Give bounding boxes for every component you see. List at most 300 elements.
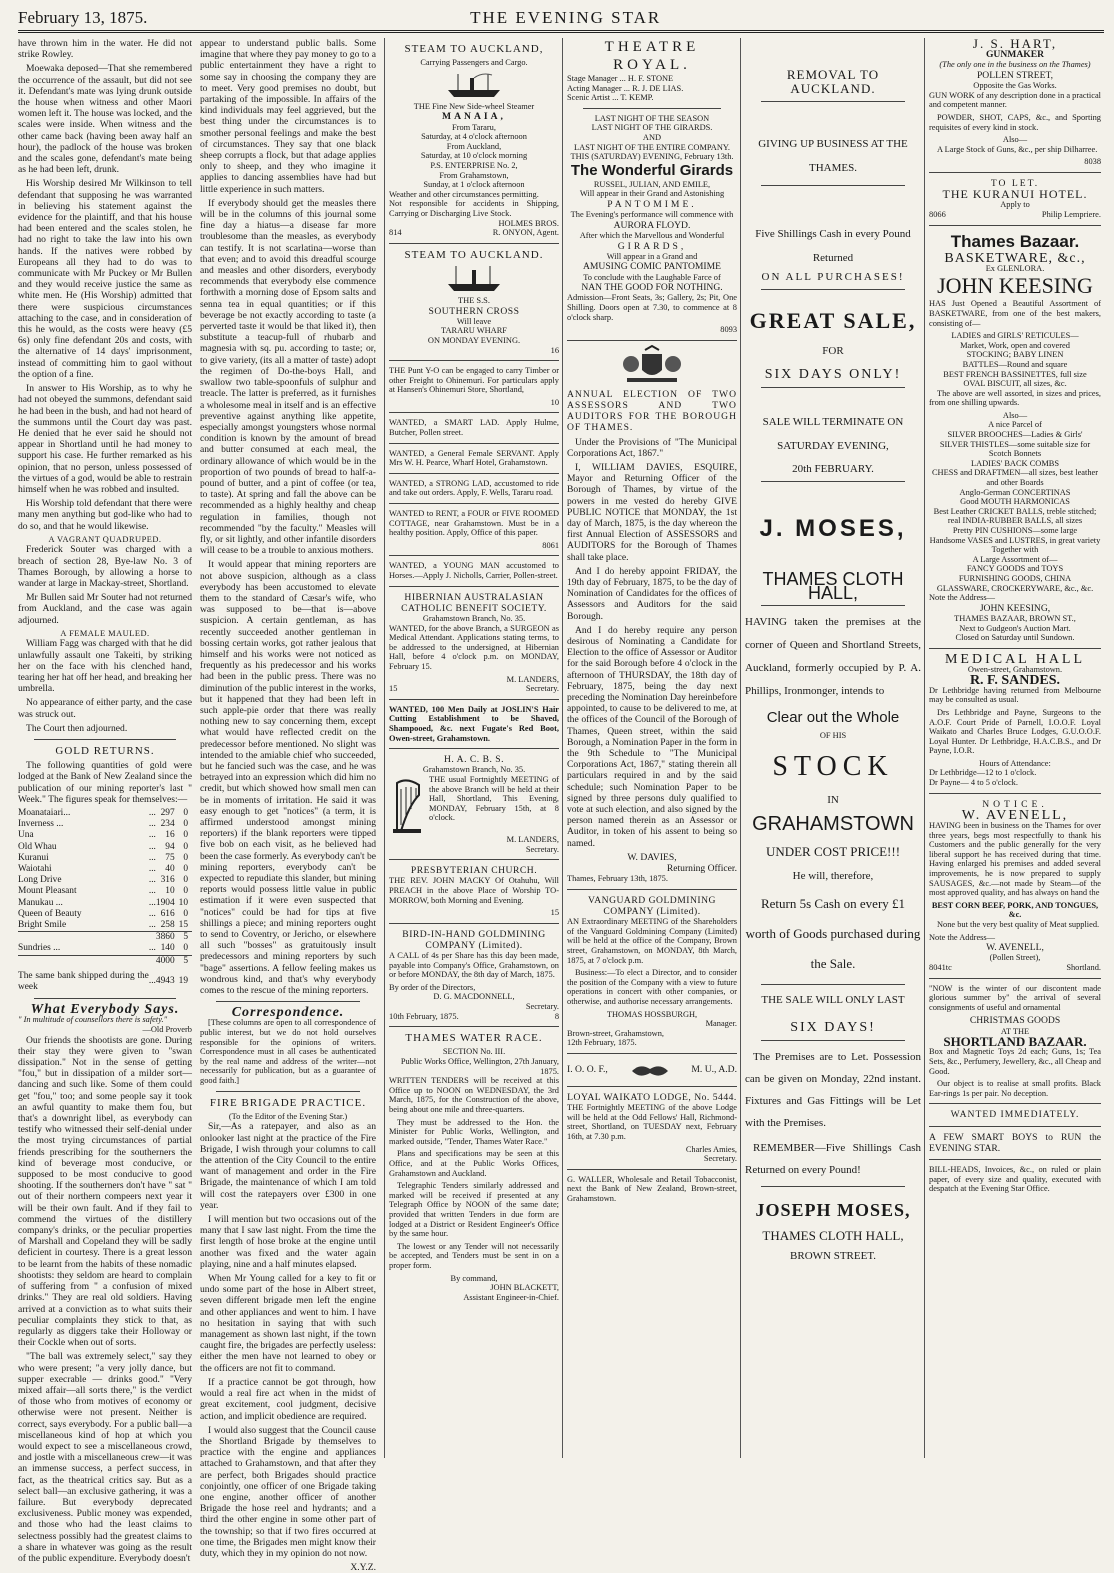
ad-ref-number: 8041tc [929,963,952,972]
table-cell: 19 [178,976,188,987]
letter-subtitle: (To the Editor of the Evening Star.) [228,1111,348,1121]
ad-line: By order of the Directors, [389,982,476,992]
divider [761,605,905,606]
ad-text: Box and Magnetic Toys 2d each; Guns, 1s; Tea Sets, &c., Perfumery, Jewellery, &c., all Cheap and Good. [929,1047,1101,1076]
issue-date: February 13, 1875. [18,8,148,27]
table-cell: ... [148,897,156,908]
ad-line: 12th February, 1875. [567,1038,637,1048]
ad-line: GIRARDS, [617,240,687,252]
steamer-icon [444,70,504,100]
list-item: SILVER BROOCHES—Ladies & Girls' [947,430,1083,440]
ad-text: Return 5s Cash on every £1 worth of Goods purchased during the Sale. [745,895,921,971]
ad-text: Next to Gudgeon's Auction Mart. [959,623,1071,633]
ad-text: WANTED, for the above Branch, a SURGEON as Medical Attendant. Applications stating terms, to be addressed to the undersigned, at Hibernian Hall, before 4 o'clock p.m. on MONDAY, February 15. [389,623,559,671]
table-cell: Mount Pleasant [18,886,77,897]
ad-line: AMUSING COMIC PANTOMIME [582,261,722,273]
column-3 [384,38,559,1458]
ad-title: WANTED IMMEDIATELY. [950,1109,1080,1121]
divider [929,172,1101,173]
divider [389,699,559,700]
ad-headline: The Wonderful Girards [570,161,734,179]
gold-returns-table [18,808,192,993]
divider [761,387,905,388]
ad-text: THE usual Fortnightly MEETING of the above Branch will be held at their Hall, Shortland, This Evening, MONDAY, February 15th, at 8 o'clock. [429,774,559,823]
ad-headline: GRAHAMSTOWN [752,812,914,835]
ad-line: Acting Manager ... R. J. DE LIAS. [567,83,684,93]
article-text: appear to understand public balls. Some imagine that where they pay money to go to a public entertainment they have a right to some say in choosing the company they are to meet. Very good premises no doubt, but partaking of the impossible. In affairs of the kind individuals may feel aggrieved, but the best thing under the circumstances is to smother personal feelings and make the best of circumstances. They say that one black sheep corrupts a flock, but that adage applies only to sheep, and they who imagine it applies to dancing assemblies have had but little experience in such matters. [200,38,376,195]
ad-text: THE S.S. [458,295,490,305]
ad-title: M. U., A.D. [691,1064,737,1076]
ad-line: Sunday, at 1 o'clock afternoon [423,180,525,190]
article-text: If a practice cannot be got through, how would a real fire act when in the midst of great excitement, cool judgment, decisive action, and implicit obedience are required. [200,1376,376,1422]
ad-text: The above are well assorted, in sizes and prices, from one shilling upwards. [929,388,1101,408]
article-text: William Fagg was charged with that he did unlawfully assault one Takeiti, by striking her on the face with his clenched hand, tearing her hat off her head, and breaking her umbrella. [18,638,192,695]
ad-subtitle: SECTION No. III. [442,1047,506,1057]
classified-ad: WANTED, a YOUNG MAN accustomed to Horses.—Apply J. Nicholls, Carrier, Pollen-street. [389,561,559,580]
divider [389,473,559,474]
table-cell: Una [18,830,34,841]
ad-title: H. A. C. B. S. [443,754,505,766]
newspaper-title: THE EVENING STAR [470,8,662,27]
divider [389,1026,559,1027]
table-cell: Waiotahi [18,864,52,874]
ad-line: ON MONDAY EVENING. [427,335,521,345]
ad-text: BILL-HEADS, Invoices, &c., on ruled or plain paper, of every size and quality, executed with despatch at the Evening Star Office. [929,1164,1101,1194]
ad-text: He will, therefore, [792,869,874,882]
ad-title: STEAM TO AUCKLAND. [404,248,544,261]
ad-line: After which the Marvellous and Wonderful [579,230,725,240]
ad-signature: M. LANDERS, [506,834,559,844]
ship-name: SOUTHERN CROSS [428,305,520,317]
divider [567,889,737,890]
divider [929,648,1101,649]
table-cell: 40 [165,864,175,874]
ad-text: Apply to [1000,200,1030,210]
table-cell: 297 [160,807,175,818]
table-row [18,932,192,944]
harp-icon [389,775,425,835]
ad-headline: THAMES CLOTH HALL, [762,569,904,603]
divider [389,360,559,361]
ad-headline: R. F. SANDES. [969,672,1061,688]
ad-text: A Large Stock of Guns, &c., per ship Dilharree. [937,144,1098,154]
ad-line: NAN THE GOOD FOR NOTHING. [581,282,723,294]
table-cell: 1904 [155,897,175,908]
divider [389,443,559,444]
ad-text: (The only one in the business on the Thames) [939,60,1091,70]
classified-ad: WANTED, a General Female SERVANT. Apply Mrs W. H. Pearce, Wharf Hotel, Grahamstown. [389,448,559,468]
ad-title: NOTICE. [982,798,1048,810]
ad-line: To conclude with the Laughable Farce of [583,272,721,282]
ad-headline: GREAT SALE, [749,308,917,333]
ad-text: Ex GLENLORA. [985,263,1045,273]
ad-text: A CALL of 4s per Share has this day been made, payable into Company's Office, Grahamstown, on or before MONDAY, the 8th day of March, 1875. [389,951,559,980]
divider [567,1053,737,1054]
divider [389,748,559,749]
ad-text: Our object is to realise at small profits. Black Ear-rings 1s per pair. No deception. [929,1079,1101,1098]
notice-text: And I do hereby require any person desirous of Nominating a Candidate for Election to the office of Assessor or Auditor for the said Borough before 4 o'clock in the afternoon of THURSDAY, the 18th day of February, 1875, being the day next preceding the Nomination Day hereinbefore appointed, to cause to be delivered to me, at the offices of the Council of the Borough of Thames, Queen street, within the said Borough, a Nomination Paper in the form in the 9th Schedule to "The Municipal Corporations Act, 1867," stating therein all particulars required in and by the said schedule; such Nomination Paper to be signed by three persons duly qualified to vote at such election, and also signed by the person named therein as an Assessor or Auditor, in token of his assent to being so named. [567,624,737,849]
ad-line: Weather and other circumstances permitting. [389,189,539,199]
divider [389,555,559,556]
article-text: His Worship desired Mr Wilkinson to tell defendant that supposing he was warranted in believing his statement against the evidence for the plaintiff, and that his house had been entered and the scales stolen, he had no right to take the law into his own hands. If the natives were robbed by Europeans all they had to do was to communicate with Mr Puckey or Mr Bullen and they would receive justice the same as white men. He (His Worship) admitted that there were suspicious circumstances attaching to the case, and in consideration of this he would, as the costs were heavy (£5 6s) only fine defendant 20s and costs, with the alternative of 14 days' imprisonment, instead of committing him to gaol without the option of a fine. [18,178,192,380]
epigraph: " In multitude of counsellors there is safety." [18,1015,168,1025]
ad-text: "NOW is the winter of our discontent made glorious summer by" the arrival of several consignments of useful and ornamental [929,983,1101,1012]
table-row [18,886,192,897]
ad-line: From Grahamstown, [439,170,509,180]
ad-text: THAMES CLOTH HALL, [762,1227,904,1243]
list-item: Handsome VASES and LUSTRES, in great variety [929,535,1101,545]
divider [389,412,559,413]
ad-text: THE REV. JOHN MACKY Of Otahuhu, Will PREACH in the above Place of Worship TO-MORROW, both Morning and Evening. [389,876,559,905]
ad-text: Note the Address— [929,932,996,942]
article-text: The following quantities of gold were lodged at the Bank of New Zealand since the publication of our mining reporter's last " Week." The figures speak for themselves:— [18,760,192,805]
ad-signature: Philip Lempriere. [1041,209,1101,219]
list-item: CHESS and DRAFTMEN—all sizes, best leather and other Boards [931,468,1099,488]
ad-signature: R. ONYON, Agent. [492,228,559,238]
divider [929,978,1101,979]
ad-text: POLLEN STREET, [976,70,1054,81]
ad-text: GUN WORK of any description done in a practical and competent manner. [929,90,1101,110]
table-cell [149,932,156,944]
ad-text: Hours of Attendance: [979,758,1051,768]
ad-signature: THOMAS HOSSBURGH, [606,1009,698,1019]
notice-signature: W. DAVIES, [627,851,677,863]
ad-text: W. AVENELL, [986,942,1044,954]
table-cell: 4943 [155,976,175,987]
table-cell: 0 [183,852,188,863]
divider [567,340,737,341]
ad-text: HAVING been in business on the Thames for over three years, begs most respectfully to thank his Customers and the public generally for the very liberal support he has received during that time. Having enlarged his premises and added several improvements, he is now prepared to supply SAUSAGES, &c.—not made by Steam—of the most approved quality, and has always on hand the [929,821,1101,898]
section-title: GOLD RETURNS. [55,744,155,757]
list-item: A Large Assortment of— [972,554,1058,564]
table-row [18,909,192,920]
table-cell [18,932,149,944]
article-text: The Court then adjourned. [26,722,128,734]
table-cell: 94 [165,841,175,852]
ad-headline: J. MOSES, [759,515,907,542]
section-title: Correspondence. [231,1005,345,1021]
ad-title: STEAM TO AUCKLAND, [404,43,544,55]
table-cell: ... [148,830,156,841]
ad-title: VANGUARD GOLDMINING COMPANY (Limited). [588,894,716,918]
table-row [18,955,192,967]
ad-signature: Secretary. [525,1002,559,1012]
ad-title: THEATRE ROYAL. [604,39,700,73]
ad-headline: REMOVAL TO AUCKLAND. [786,67,880,96]
classified-ad: WANTED, 100 Men Daily at JOSLIN'S Hair Cutting Establishment to be Shaved, Shampooed, &c. next Fugate's Red Boot, Owen-street, Grahamstown. [389,704,559,743]
table-cell: Sundries ... [18,943,61,954]
ad-headline: MEDICAL HALL [944,651,1086,667]
ad-text: SALE WILL TERMINATE ON SATURDAY EVENING, [762,416,904,452]
divider [567,1169,737,1170]
table-row [18,920,192,932]
classified-ad: WANTED, a SMART LAD. Apply Hulme, Butcher, Pollen street. [389,418,559,438]
ad-text: Shortland. [1066,963,1101,972]
ad-text: Dr Lethbridge having returned from Melbourne may be consulted as usual. [929,685,1101,705]
ad-ref-number: 10 [550,397,559,407]
ad-text: AT THE [1000,1026,1030,1036]
table-cell: ... [148,943,156,954]
table-cell: Moanataiari... [18,807,71,818]
divider [761,101,905,102]
ad-text: Business:—To elect a Director, and to consider the position of the Company with a view to future operations in concert with other companies, or otherwise, and authorise necessary arrangements. [567,968,737,1006]
ad-line: LAST NIGHT OF THE SEASON [594,113,710,123]
ad-signature: M. LANDERS, [506,674,559,684]
article-text: When Mr Young called for a key to fit or undo some part of the hose in Albert street, seven different brigade men left the engine and other appliances and went to him. I have no hesitation in saying that with such management as shown last night, if the town caught fire, the brigades are perfectly useless: either the men have not learned to obey or the officers are not fit to command. [200,1273,376,1374]
article-text: Our friends the shootists are gone. During their stay they were given to "swan dissipation." Not in the sense of getting "fou," but in dissipation of a milder sort—dancing and such like. Some of them could get "fou," too; and some people say it took an awful quantity to make them fou, but that's a downright libel, as everybody can testify who witnessed their self-denial under the most trying circumstances of partial friends prescribing for the southerners the kind of beverage most conducive, or supposed to be most conducive to good shooting. If the southerners don't have " sat " out of their northern compeers next year it will be their own fault. And if they fail to commend the virtues of the distillery company's drinks, or the peculiar properties of Marshall and Copeland they will be sadly deficient in courtesy. There is a great lesson to be learnt from the habits of these nomadic shootists: they seldom are heard to complain of suffering from " a confusion of mixed drinks." They are real old soldiers. Having arrived at a conviction as to what suits their peculiar complaints they stick to that, as regularly as diggers take their Holloway or their Cockle when out of sorts. [18,1034,192,1349]
article-text: I would also suggest that the Council cause the Shortland Brigade by themselves to practice with the engine and appliances attached to Grahamstown, and that after they are perfect, both Brigades should practice conjointly, one officer of one Brigade taking one engine, another officer of another Brigade the hose reel and hydrants; and a third the other engine in some other part of the township; so that if two fires occurred at one time, the Brigades men might know their duty, which they in my opinion do not now. [200,1424,376,1559]
ad-text: POWDER, SHOT, CAPS, &c., and Sporting requisites of every kind in stock. [929,112,1101,132]
table-cell: 0 [183,807,188,818]
ad-signature: Secretary. [525,844,559,854]
divider [389,243,559,244]
divider [389,923,559,924]
column-6 [924,38,1101,1458]
divider [389,586,559,587]
ad-text: FOR [822,345,844,357]
table-cell: 0 [183,908,188,919]
letter-signature: X.Y.Z. [350,1562,376,1573]
ad-signature: Assistant Engineer-in-Chief. [463,1292,559,1302]
ad-title: I. O. O. F., [567,1064,608,1076]
ad-text: Dr Lethbridge—12 to 1 o'clock. [929,768,1037,778]
ad-line: From Tararu, [452,122,496,132]
table-cell [149,955,156,967]
ad-text: JOHN KEESING, [979,602,1051,614]
ad-text: REMEMBER—Five Shillings Cash Returned on every Pound! [745,1141,921,1176]
table-cell: 0 [183,864,188,874]
divider [761,1186,905,1187]
article-text: Moewaka deposed—That she remembered the occurrence of the assault, but did not see it. Defendant's mate was lying drunk outside the house when witness and other Maori women left it. The house was locked, and the scales were inside. When witness and the other came back (having been away half an hour), the padlock of the house was broken and the scales gone, defendant's mate being as he had been left, drunk. [18,63,192,176]
table-cell: Old Whau [18,841,57,852]
list-item: Anglo-German CONCERTINAS [959,487,1071,497]
divider [216,1001,360,1002]
subheading: A FEMALE MAULED. [60,628,150,638]
ad-headline: W. AVENELL, [961,807,1069,823]
list-item: LADIES and GIRLS' RETICULES— [951,331,1079,341]
ad-line: Will appear in a Grand and [606,251,698,261]
article-text: In answer to His Worship, as to why he had not obeyed the summons, defendant said he had been in the bush, and had not heard of the summons until the Court day was past. He denied that he ever said he should not appear in Shortland until he had money to support his case. He further remarked as his opinion, that no person, unless possessed of the virtues of a god, would be able to restrain himself when he was robbed and insulted. [18,383,192,495]
table-cell: 258 [160,920,175,931]
ad-text: The Premises are to Let. Possession can be given on Monday, 22nd instant. Fixtures and Gas Fittings will be Let with the Premises. [745,1050,921,1129]
ad-signature: D. G. MACDONNELL, [433,992,515,1002]
table-cell: Inverness ... [18,819,64,830]
ad-text: None but the very best quality of Meat supplied. [937,920,1100,930]
divider [583,108,721,109]
ad-line: The Evening's performance will commence with [570,210,734,220]
list-item: LADIES' BACK COMBS [970,458,1060,468]
divider [761,984,905,985]
table-cell: 4000 [156,955,179,967]
notice-text: Under the Provisions of "The Municipal Corporations Act, 1867." [567,436,737,459]
ad-title: THAMES WATER RACE. [405,1032,543,1045]
divider [389,859,559,860]
ad-ref-number: 16 [550,345,559,355]
table-cell: 0 [183,943,188,954]
ad-text: AN Extraordinary MEETING of the Shareholders of the Vanguard Goldmining Company (Limited) will be held at the office of the Company, Brown street, Grahamstown, on MONDAY, 8th March, 1875, at 7 o'clock p.m. [567,917,737,965]
list-item: Pretty PIN CUSHIONS—some large [952,526,1078,535]
table-cell [18,955,149,967]
ad-line: By command, [450,1273,498,1283]
ad-line: Will leave [456,316,492,326]
ad-ref-number: 15 [389,684,398,694]
ad-signature: Manager. [705,1019,737,1029]
ad-ref-number: 814 [389,228,402,238]
masthead [18,6,1104,33]
subheading: A VAGRANT QUADRUPED. [48,534,162,544]
ad-text: Five Shillings Cash in every Pound Returned [755,228,911,264]
article-text: Sir,—As a ratepayer, and also as an onlooker last night at the practice of the Fire Brigade, I wish through your columns to call the attention of the City Council to the entire want of management and order in the Fire Brigade, the maintenance of which I am told will cost the ratepayers over £300 in one year. [200,1121,376,1211]
ad-line: From Auckland, [446,141,502,151]
ship-name: MANAIA, [442,111,506,123]
ad-text: BROWN STREET. [790,1249,876,1262]
divider [34,998,176,999]
ad-line: Public Works Office, Wellington, 27th January, 1875. [400,1057,559,1076]
ad-text: THAMES BAZAAR, BROWN ST., [954,613,1076,623]
ad-text: Admission—Front Seats, 3s; Gallery, 2s; Pit, One Shilling. Doors open at 7.30, to commence at 8 o'clock sharp. [567,293,737,322]
divider [567,1086,737,1087]
ad-ref-number: 8 [554,1011,559,1021]
ad-line: THIS (SATURDAY) EVENING, February 13th. [570,152,734,162]
coat-of-arms-icon [617,346,687,386]
epigraph-attribution: —Old Proverb [142,1025,192,1035]
table-cell: ... [148,807,156,818]
ad-subtitle: Carrying Passengers and Cargo. [420,58,528,68]
list-item: SILVER THISTLES—some suitable size for Scotch Bonnets [939,439,1091,459]
table-cell: 0 [183,830,188,841]
editorial-note: [These columns are open to all correspondence of public interest, but we do not hold ourselves responsible for the opinions of writers. Correspondence must in all cases be authenticated by the real name and address of the writer—not necessarily for publication, but as a guarantee of good faith.] [200,1018,376,1086]
ad-line: 10th February, 1875. [389,1011,459,1021]
table-cell: 75 [165,852,175,863]
ad-line: PANTOMIME. [607,198,697,210]
divider [929,1159,1101,1160]
article-text: His Worship told defendant that there were many men anything but god-like who had to do so, and that he would likewise. [18,498,192,532]
ad-ref-number: 8061 [542,540,559,550]
table-cell: Queen of Beauty [18,908,82,919]
ad-text: The lowest or any Tender will not necessarily be accepted, and Tenders must be sent in on a proper form. [389,1241,559,1270]
ad-line: LAST NIGHT OF THE ENTIRE COMPANY. [574,142,730,152]
ad-line: Saturday, at 4 o'clock afternoon [421,132,527,142]
column-5 [740,38,921,1458]
ad-line: AURORA FLOYD. [613,219,691,231]
table-row [18,830,192,841]
table-cell: The same bank shipped during the week [18,970,149,993]
article-text: have thrown him in the water. He did not strike Rowley. [18,38,192,61]
ad-text: Owen-street, Grahamstown. [967,664,1063,674]
ad-text: HAS Just Opened a Beautiful Assortment of BASKETWARE, from one of the best makers, consisting of— [929,299,1101,328]
ad-text: BEST CORN BEEF, PORK, AND TONGUES, &c. [931,900,1099,920]
ad-headline: JOSEPH MOSES, [755,1199,911,1220]
column-4 [562,38,737,1458]
table-row [18,967,192,993]
ad-line: Stage Manager ... H. F. STONE [567,74,674,83]
divider [761,185,905,186]
ad-text: CHRISTMAS GOODS [969,1015,1061,1027]
steamer-icon [444,264,504,294]
ad-text: IN [827,793,839,806]
table-row [18,819,192,830]
divider [761,289,905,290]
table-cell: 0 [183,875,188,886]
list-item: STOCKING; BABY LINEN [966,350,1064,360]
article-text: No appearance of either party, and the case was struck out. [18,697,192,720]
ad-line: P.S. ENTERPRISE No. 2, [430,160,518,170]
list-item: FURNISHING GOODS, CHINA [958,573,1072,583]
table-row [18,808,192,819]
ad-line: Brown-street, Grahamstown, [567,1028,664,1038]
divider [389,503,559,504]
ad-text: (Pollen Street), [989,953,1041,963]
ad-text: A FEW SMART BOYS to RUN the EVENING STAR. [929,1131,1101,1154]
table-cell: ... [148,920,156,931]
list-item: Market, Work, open and covered [960,340,1070,350]
ad-line: Scenic Artist ... T. KEMP. [567,93,654,103]
ad-text: THE Punt Y-O can be engaged to carry Timber or other Freight to Ohinemuri. For particulars apply at Hansen's Ohinemuri Store, Shortland, [389,366,559,395]
ad-ref-number: 8038 [1084,157,1101,167]
article-text: Mr Bullen said Mr Souter had not returned from Auckland, and the case was again adjourned. [18,592,192,626]
notice-title: ANNUAL ELECTION OF TWO ASSESSORS AND TWO AUDITORS FOR THE BOROUGH OF THAMES. [567,388,737,434]
table-cell: 15 [178,920,188,931]
ad-text: Telegraphic Tenders similarly addressed and marked will be received if presented at any Telegraph Office by NOON of the same date; provided that written Tenders in due form are lodged at a District or Resident Engineer's Office by the same hour. [389,1181,559,1239]
table-cell: Kuranui [18,852,49,863]
table-row [18,898,192,909]
table-cell: 234 [160,819,175,830]
ad-text: THE SALE WILL ONLY LAST [761,993,905,1006]
ad-subtitle: Grahamstown Branch, No. 35. [422,765,526,775]
ad-headline: J. S. HART, [972,36,1058,51]
divider [929,1103,1101,1104]
ad-text: UNDER COST PRICE!!! [765,843,901,859]
table-cell: 10 [165,886,175,897]
ad-headline: SIX DAYS ONLY! [764,367,902,382]
ad-signature: Secretary. [703,1154,737,1164]
article-text: It would appear that mining reporters are not above suspicion, although as a class everybody has been accustomed to elevate them to the standard of Cæsar's wife, who was supposed to be—that is—above suspicion. A certain gentleman, as has recently succeeded another gentleman in bossing certain works, got rather jealous that himself and his works were not noticed as frequently as his predecessor and his works had been in the public press. There was no diminution of the public interest in the works, but it happened that they had been left in such apple-pie order that there was really nothing new to say concerning them, except what would have reflected credit on the predecessor before mentioned. No slight was intended to the amiable chief who succeeded, but he fancied such was the case, and he was betrayed into an expression which did him no credit, but which showed how small men can be in moments of irritation. He said it was easy enough to get "notices" (a term, it is affirmed understood amongst mining reporters) if the blank reporters were tipped five bob on each visit, as he believed had been the case formerly. As everybody can't be mining reporters, everybody can't be expected to repudiate this slander, but mining reports would possess little value in public estimation if it were even suspected that "notices" could be had for tips at five shillings a piece; and mining reporters ought to send to Coventry, or Jericho, or elsewhere all such "bosses" as gratuitously insult predecessors and mining reporters by such "bage" assertions. A fellow feeling makes us wondrous kind, and that's why everybody comes to the rescue of the mining reporters. [200,559,376,997]
table-cell: ... [148,908,156,919]
ad-signature: JOHN BLACKETT, [490,1283,559,1293]
ad-line: LAST NIGHT OF THE GIRARDS. [591,123,713,133]
divider [761,1040,905,1041]
list-item: FANCY GOODS and TOYS [966,564,1064,574]
ad-text: Note the Address— [929,593,996,603]
ad-line: AND [642,132,662,142]
ad-subtitle: Grahamstown Branch, No. 35. [422,614,526,623]
article-text: Frederick Souter was charged with a breach of section 28, Bye-law No. 3 of Thames Borough, by allowing a horse to wander at large in Mackay-street, Shortland. [18,544,192,589]
ad-text: Together with [991,545,1039,555]
table-cell: ... [148,852,156,863]
ad-signature: HOLMES BROS. [498,218,559,228]
item-list [929,420,1101,545]
ad-line: TARARU WHARF [441,326,507,336]
item-list [929,331,1101,389]
ad-headline: Clear out the Whole [766,709,900,726]
ad-headline: SHORTLAND BAZAAR. [943,1034,1087,1050]
table-cell: ... [148,841,156,852]
clasped-hands-icon [630,1059,670,1081]
classified-ad: WANTED to RENT, a FOUR or FIVE ROOMED COTTAGE, near Grahamstown. Must be in a healthy position. Apply, Office of this paper. [389,509,559,538]
column-1 [18,38,192,1564]
table-row [18,864,192,875]
table-cell: ... [148,864,156,874]
table-row [18,943,192,955]
ad-title: HIBERNIAN AUSTRALASIAN CATHOLIC BENEFIT SOCIETY. [401,591,547,614]
table-row [18,853,192,864]
divider [34,739,176,740]
ad-line: Not responsible for accidents in Shipping, Carrying or Discharging Live Stock. [389,199,559,218]
ad-text: THE Fine New Side-wheel Steamer [413,101,535,111]
table-cell: ... [148,886,156,897]
ad-line: Saturday, at 10 o'clock morning [420,151,528,161]
table-cell: 0 [183,886,188,897]
